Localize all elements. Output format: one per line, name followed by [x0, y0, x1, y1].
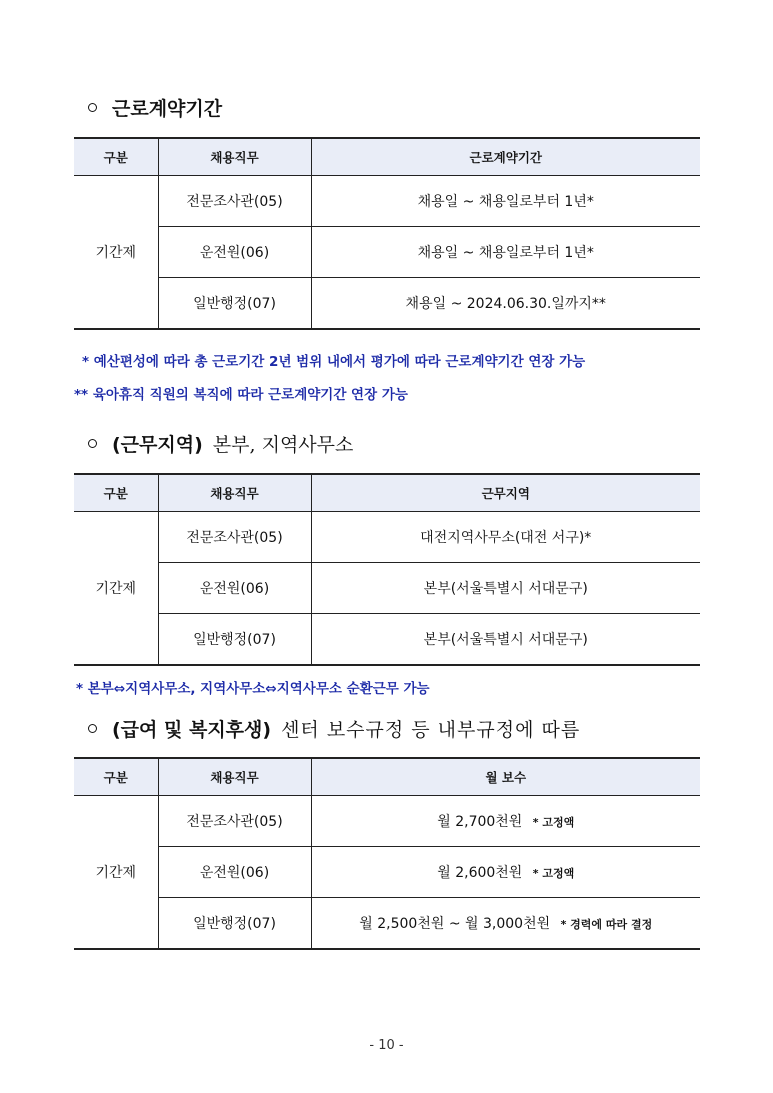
section-title: 근로계약기간 [112, 98, 223, 120]
value-cell: 채용일 ~ 2024.06.30.일까지** [311, 278, 700, 330]
circle-bullet-icon [88, 439, 97, 448]
job-cell: 전문조사관(05) [158, 796, 311, 847]
table-row [74, 614, 700, 666]
section-heading-salary [88, 715, 580, 742]
section-title-bold: (근무지역) [112, 434, 203, 456]
value-cell: 대전지역사무소(대전 서구)* [311, 512, 700, 563]
circle-bullet-icon [88, 103, 97, 112]
table-row [74, 898, 700, 950]
job-cell: 운전원(06) [158, 563, 311, 614]
salary-value: 월 2,600천원 [437, 865, 523, 881]
header-job: 채용직무 [158, 758, 311, 796]
header-job: 채용직무 [158, 474, 311, 512]
header-salary: 월 보수 [311, 758, 700, 796]
header-location: 근무지역 [311, 474, 700, 512]
section-title-rest: 본부, 지역사무소 [212, 434, 354, 456]
salary-value: 월 2,700천원 [437, 814, 523, 830]
table-row [74, 278, 700, 330]
category-cell: 기간제 [74, 176, 158, 330]
table-header-row [74, 138, 700, 176]
section-title-rest: 센터 보수규정 등 내부규정에 따름 [281, 719, 581, 741]
job-cell: 일반행정(07) [158, 898, 311, 950]
footnote-rotation: * 본부⇔지역사무소, 지역사무소⇔지역사무소 순환근무 가능 [76, 681, 430, 697]
section-heading-contract-period [88, 94, 222, 121]
value-cell [311, 847, 700, 898]
table-header-row [74, 758, 700, 796]
table-row [74, 512, 700, 563]
job-cell: 일반행정(07) [158, 278, 311, 330]
job-cell: 운전원(06) [158, 227, 311, 278]
table-row [74, 227, 700, 278]
header-period: 근로계약기간 [311, 138, 700, 176]
salary-suffix: * 경력에 따라 결정 [560, 918, 653, 931]
table-row [74, 563, 700, 614]
header-category: 구분 [74, 138, 158, 176]
table-row [74, 847, 700, 898]
work-location-table [74, 473, 700, 666]
job-cell: 일반행정(07) [158, 614, 311, 666]
salary-suffix: * 고정액 [532, 867, 575, 880]
footnote-1: * 예산편성에 따라 총 근로기간 2년 범위 내에서 평가에 따라 근로계약기간 연장 가능 [82, 354, 586, 370]
circle-bullet-icon [88, 724, 97, 733]
page-number: - 10 - [369, 1038, 404, 1053]
job-cell: 전문조사관(05) [158, 512, 311, 563]
salary-value: 월 2,500천원 ~ 월 3,000천원 [359, 916, 551, 932]
salary-suffix: * 고정액 [532, 816, 575, 829]
value-cell [311, 898, 700, 950]
value-cell: 본부(서울특별시 서대문구) [311, 614, 700, 666]
contract-period-table [74, 137, 700, 330]
table-row [74, 176, 700, 227]
salary-table [74, 757, 700, 950]
job-cell: 운전원(06) [158, 847, 311, 898]
job-cell: 전문조사관(05) [158, 176, 311, 227]
value-cell [311, 796, 700, 847]
category-cell: 기간제 [74, 512, 158, 666]
footnote-2: ** 육아휴직 직원의 복직에 따라 근로계약기간 연장 가능 [74, 387, 408, 403]
section-title-bold: (급여 및 복지후생) [112, 719, 272, 741]
value-cell: 채용일 ~ 채용일로부터 1년* [311, 227, 700, 278]
table-header-row [74, 474, 700, 512]
header-category: 구분 [74, 474, 158, 512]
value-cell: 채용일 ~ 채용일로부터 1년* [311, 176, 700, 227]
header-job: 채용직무 [158, 138, 311, 176]
category-cell: 기간제 [74, 796, 158, 950]
table-row [74, 796, 700, 847]
value-cell: 본부(서울특별시 서대문구) [311, 563, 700, 614]
section-heading-work-location [88, 430, 353, 457]
header-category: 구분 [74, 758, 158, 796]
